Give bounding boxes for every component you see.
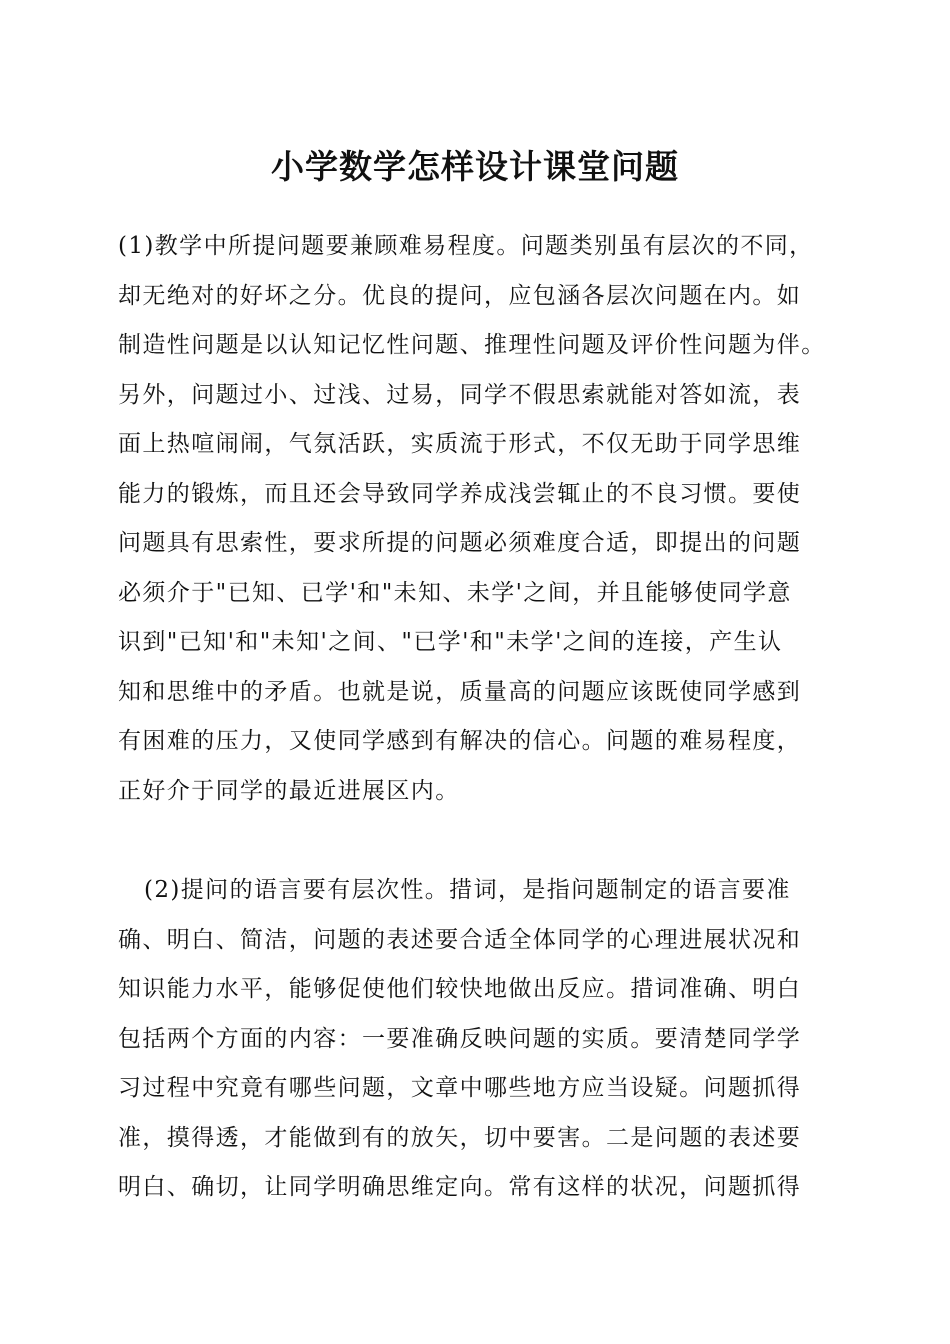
paragraph-line: 问题具有思索性，要求所提的问题必须难度合适，即提出的问题 (118, 530, 802, 556)
paragraph-line: 能力的锻炼，而且还会导致同学养成浅尝辄止的不良习惯。要使 (118, 480, 802, 507)
paragraph-line: 有困难的压力，又使同学感到有解决的信心。问题的难易程度， (118, 728, 802, 754)
paragraph-line: 包括两个方面的内容：一要准确反映问题的实质。要清楚同学学 (118, 1025, 802, 1052)
paragraph-line: (2)提问的语言要有层次性。措词，是指问题制定的语言要准 (144, 877, 791, 903)
paragraph-line: 却无绝对的好坏之分。优良的提问，应包涵各层次问题在内。如 (118, 282, 802, 309)
paragraph-line: 正好介于同学的最近进展区内。 (118, 777, 460, 804)
paragraph-line: (1)教学中所提问题要兼顾难易程度。问题类别虽有层次的不同， (118, 233, 814, 259)
paragraph-line: 必须介于"已知、已学'和"未知、未学'之间，并且能够使同学意 (118, 579, 792, 606)
paragraph-line: 面上热喧闹闹，气氛活跃，实质流于形式，不仅无助于同学思维 (118, 431, 802, 457)
paragraph-line: 知识能力水平，能够促使他们较快地做出反应。措词准确、明白 (118, 976, 802, 1002)
paragraph-line: 制造性问题是以认知记忆性问题、推理性问题及评价性问题为伴。 (118, 332, 826, 358)
paragraph-line: 另外，问题过小、过浅、过易，同学不假思索就能对答如流，表 (118, 381, 802, 408)
paragraph-line: 准，摸得透，才能做到有的放矢，切中要害。二是问题的表述要 (118, 1124, 802, 1151)
paragraph-line: 知和思维中的矛盾。也就是说，质量高的问题应该既使同学感到 (118, 678, 802, 705)
paragraph-line: 习过程中究竟有哪些问题，文章中哪些地方应当设疑。问题抓得 (118, 1075, 802, 1101)
paragraph-line: 确、明白、简洁，问题的表述要合适全体同学的心理进展状况和 (118, 926, 802, 953)
document-title: 小学数学怎样设计课堂问题 (271, 147, 679, 186)
paragraph-2 (118, 866, 843, 1213)
paragraph-1 (118, 222, 843, 816)
paragraph-line: 识到"已知'和"未知'之间、"已学'和"未学'之间的连接，产生认 (118, 629, 783, 655)
paragraph-line: 明白、确切，让同学明确思维定向。常有这样的状况，问题抓得 (118, 1174, 802, 1200)
